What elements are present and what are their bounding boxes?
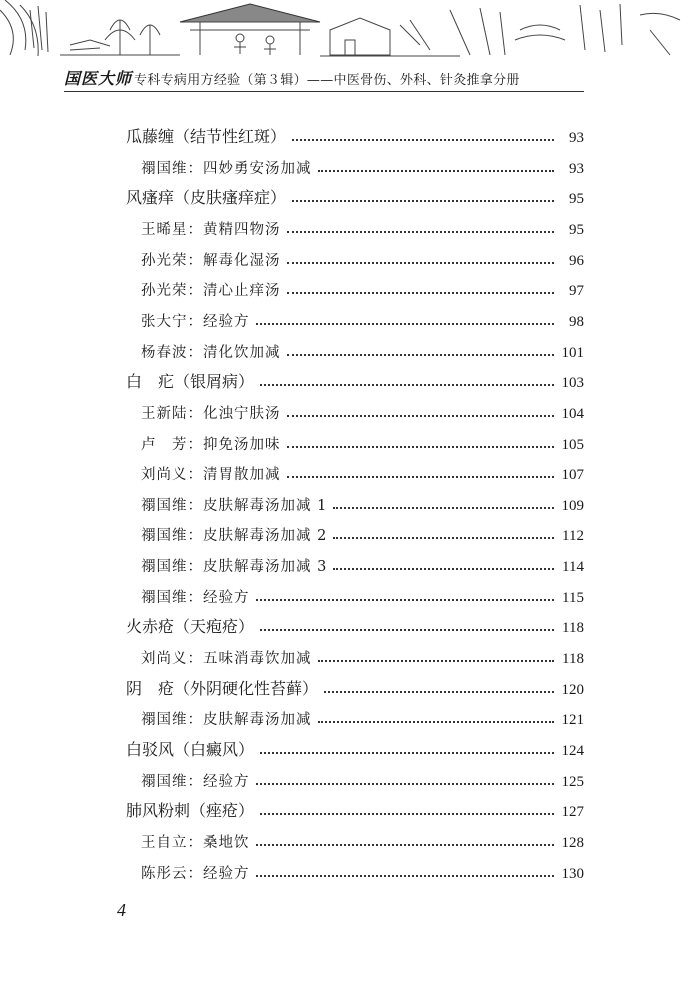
toc-entry-page: 105 [561, 436, 584, 453]
toc-entry-page: 112 [562, 528, 584, 545]
toc-subentry [141, 642, 584, 668]
toc-entry-title: 杨春波：清化饮加减 [141, 344, 281, 361]
toc-subentry [141, 152, 584, 178]
toc-chapter-entry [126, 121, 584, 147]
toc-subentry [141, 703, 584, 729]
toc-subentry [141, 489, 584, 515]
toc-leader-dots [318, 660, 555, 662]
toc-entry-page: 121 [561, 712, 584, 729]
toc-entry-title: 王新陆：化浊宁肤汤 [141, 405, 281, 422]
toc-entry-page: 130 [561, 865, 584, 882]
toc-leader-dots [292, 139, 554, 141]
toc-leader-dots [256, 875, 555, 877]
toc-entry-page: 95 [569, 221, 584, 238]
toc-entry-title: 王晞星：黄精四物汤 [141, 221, 281, 238]
toc-leader-dots [287, 476, 555, 478]
toc-entry-title: 刘尚义：清胃散加减 [141, 467, 281, 484]
toc-subentry [141, 581, 584, 607]
toc-leader-dots [260, 384, 554, 386]
toc-entry-page: 128 [561, 834, 584, 851]
toc-entry-page: 124 [561, 743, 584, 759]
toc-entry-title: 白 疕（银屑病） [126, 372, 255, 392]
toc-subentry [141, 213, 584, 239]
toc-leader-dots [256, 323, 555, 325]
toc-leader-dots [318, 721, 555, 723]
toc-leader-dots [256, 844, 555, 846]
toc-entry-page: 104 [561, 405, 584, 422]
toc-entry-title: 风瘙痒（皮肤瘙痒症） [126, 188, 287, 208]
page-number: 4 [117, 900, 126, 920]
toc-entry-page: 93 [569, 130, 584, 146]
toc-chapter-entry [126, 366, 584, 392]
toc-subentry [141, 336, 584, 362]
toc-entry-page: 95 [569, 191, 584, 208]
toc-subentry [141, 550, 584, 576]
series-title: 专科专病用方经验（第３辑）——中医骨伤、外科、针灸推拿分册 [134, 73, 520, 88]
toc-entry-title: 禤国维：皮肤解毒汤加减 [141, 712, 312, 729]
toc-leader-dots [333, 537, 554, 539]
toc-leader-dots [333, 507, 554, 509]
toc-entry-page: 118 [562, 651, 584, 668]
toc-subentry [141, 765, 584, 791]
toc-entry-page: 101 [561, 344, 584, 361]
toc-entry-title: 王自立：桑地饮 [141, 834, 250, 851]
toc-subentry [141, 519, 584, 545]
toc-entry-page: 93 [569, 160, 584, 177]
toc-entry-page: 97 [569, 283, 584, 300]
toc-subentry [141, 826, 584, 852]
toc-entry-page: 114 [562, 559, 584, 576]
toc-leader-dots [287, 354, 555, 356]
toc-leader-dots [287, 292, 555, 294]
toc-entry-title: 肺风粉刺（痤疮） [126, 801, 255, 821]
toc-entry-page: 98 [569, 313, 584, 330]
toc-entry-title: 禤国维：皮肤解毒汤加减 3 [141, 559, 328, 576]
header-rule [64, 91, 584, 92]
toc-entry-page: 109 [561, 497, 584, 514]
toc-subentry [141, 428, 584, 454]
toc-chapter-entry [126, 734, 584, 760]
toc-entry-title: 禤国维：经验方 [141, 773, 250, 790]
toc-subentry [141, 244, 584, 270]
toc-entry-title: 阴 疮（外阴硬化性苔藓） [126, 678, 319, 698]
toc-entry-page: 107 [561, 467, 584, 484]
toc-chapter-entry [126, 795, 584, 821]
toc-entry-page: 125 [561, 773, 584, 790]
toc-leader-dots [256, 783, 555, 785]
toc-subentry [141, 458, 584, 484]
toc-entry-title: 刘尚义：五味消毒饮加减 [141, 651, 312, 668]
toc-leader-dots [260, 752, 554, 754]
toc-subentry [141, 274, 584, 300]
toc-entry-title: 陈彤云：经验方 [141, 865, 250, 882]
toc-entry-title: 禤国维：四妙勇安汤加减 [141, 160, 312, 177]
toc-leader-dots [256, 599, 555, 601]
toc-entry-page: 118 [562, 620, 584, 637]
toc-entry-page: 120 [561, 681, 584, 698]
toc-leader-dots [333, 568, 554, 570]
toc-chapter-entry [126, 673, 584, 699]
toc-entry-title: 禤国维：经验方 [141, 589, 250, 606]
running-header [64, 66, 584, 90]
toc-chapter-entry [126, 182, 584, 208]
toc-entry-title: 张大宁：经验方 [141, 313, 250, 330]
toc-leader-dots [287, 415, 555, 417]
toc-entry-title: 禤国维：皮肤解毒汤加减 1 [141, 497, 328, 514]
toc-subentry [141, 305, 584, 331]
toc-entry-page: 103 [561, 375, 584, 392]
toc-leader-dots [287, 231, 555, 233]
toc-entry-title: 孙光荣：清心止痒汤 [141, 283, 281, 300]
toc-entry-title: 白驳风（白癜风） [126, 740, 255, 759]
toc-leader-dots [260, 813, 554, 815]
toc-entry-title: 禤国维：皮肤解毒汤加减 2 [141, 528, 328, 545]
toc-chapter-entry [126, 611, 584, 637]
series-brand: 国医大师 [64, 69, 133, 88]
toc-entry-page: 127 [561, 804, 584, 821]
toc-leader-dots [324, 691, 554, 693]
toc-entry-page: 115 [562, 589, 584, 606]
toc-entry-page: 96 [569, 252, 584, 269]
toc-entry-title: 火赤疮（天疱疮） [126, 617, 255, 637]
toc-entry-title: 孙光荣：解毒化湿汤 [141, 252, 281, 269]
toc-entry-title: 瓜藤缠（结节性红斑） [126, 127, 287, 146]
toc-leader-dots [287, 262, 555, 264]
toc-leader-dots [318, 170, 555, 172]
toc-leader-dots [292, 200, 554, 202]
toc-leader-dots [260, 629, 554, 631]
toc-entry-title: 卢 芳：抑免汤加味 [141, 436, 281, 453]
header-illustration [0, 0, 690, 58]
toc-leader-dots [287, 446, 555, 448]
toc-subentry [141, 397, 584, 423]
toc-subentry [141, 857, 584, 883]
